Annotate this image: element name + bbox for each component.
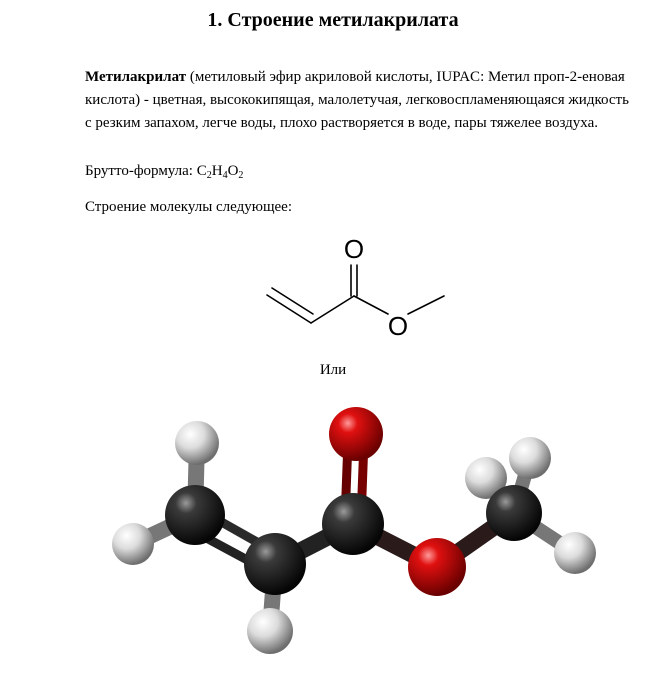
ball-and-stick-model [0, 395, 666, 677]
structure-caption: Строение молекулы следующее: [85, 199, 292, 215]
ester-oxygen-label: O [387, 311, 409, 341]
formula-h: H [211, 163, 223, 179]
gross-formula [85, 160, 633, 183]
atom-c4 [486, 485, 542, 541]
intro-paragraph [85, 66, 633, 135]
compound-name: Метилакрилат [85, 69, 187, 85]
atom-o1 [329, 407, 383, 461]
atom-h6 [554, 532, 596, 574]
atom-c2 [244, 533, 306, 595]
formula-h-count: 4 [222, 170, 228, 181]
skeletal-formula [258, 226, 458, 346]
page-title: 1. Строение метилакрилата [207, 9, 459, 31]
atom-h2 [112, 523, 154, 565]
intro-text: (метиловый эфир акриловой кислоты, IUPAC: Метил проп-2-еновая кислота) - цветная, высококипящая, малолетучая, легковоспламеняющаяся жидкость с резким запахом, легче воды, плохо растворяется в воде, пары тяжелее воздуха. [85, 69, 629, 131]
carbonyl-oxygen-label: O [343, 234, 365, 264]
formula-o-count: 2 [238, 170, 244, 181]
bond-c2-c3 [311, 296, 354, 323]
atom-c3 [322, 493, 384, 555]
formula-c-count: 2 [206, 170, 212, 181]
formula-o: O [227, 163, 239, 179]
atom-c1 [165, 485, 225, 545]
atom-h5 [509, 437, 551, 479]
formula-c: C [196, 163, 207, 179]
bond-c3-o-ester [354, 296, 388, 314]
atom-o2 [408, 538, 466, 596]
bond-o-ch3 [408, 296, 444, 314]
atom-h3 [247, 608, 293, 654]
bond-c1-c2-double [272, 288, 313, 314]
or-caption: Или [319, 362, 347, 378]
atom-h1 [175, 421, 219, 465]
formula-label: Брутто-формула: [85, 163, 197, 179]
